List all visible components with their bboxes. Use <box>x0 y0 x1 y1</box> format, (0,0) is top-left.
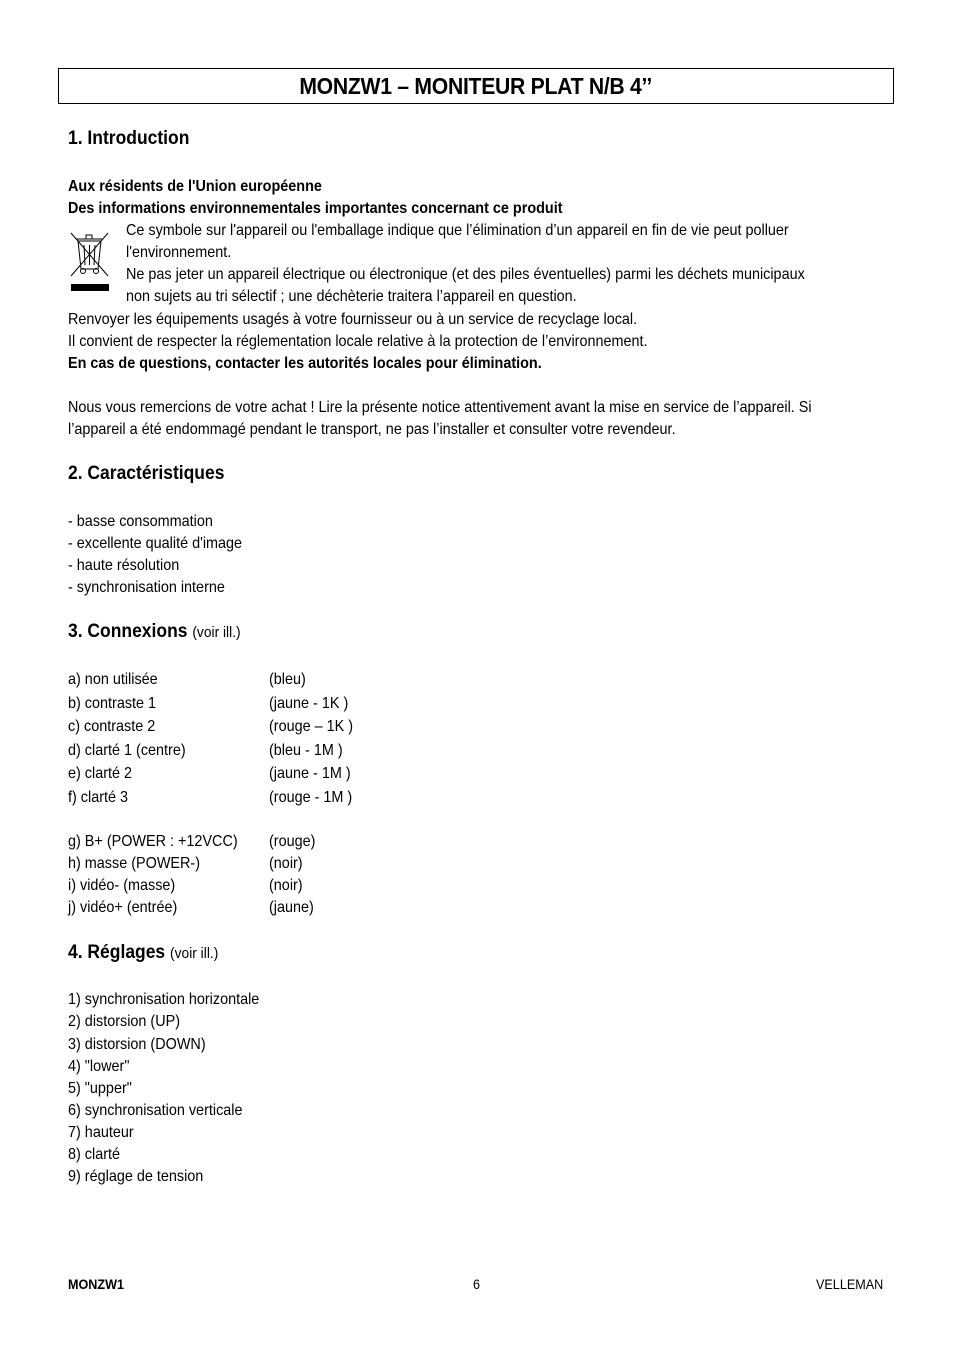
adjustments-heading-text: 4. Réglages <box>68 942 166 963</box>
section-heading-connections <box>68 621 241 643</box>
connection-label: h) masse (POWER-) <box>68 855 201 872</box>
connection-value: (noir) <box>269 877 303 894</box>
environment-info-heading: Des informations environnementales importantes concernant ce produit <box>68 200 563 217</box>
adjustment-item: 3) distorsion (DOWN) <box>68 1036 206 1053</box>
symbol-text-line-3: Ne pas jeter un appareil électrique ou électronique (et des piles éventuelles) parmi les déchets municipaux <box>126 266 805 283</box>
connections-heading-text: 3. Connexions <box>68 621 188 642</box>
adjustment-item: 9) réglage de tension <box>68 1168 204 1185</box>
connection-label: c) contraste 2 <box>68 718 156 735</box>
section-heading-introduction: 1. Introduction <box>68 128 190 149</box>
connection-label: g) B+ (POWER : +12VCC) <box>68 833 238 850</box>
connection-value: (bleu - 1M ) <box>269 742 343 759</box>
connection-value: (rouge – 1K ) <box>269 718 354 735</box>
adjustment-item: 4) "lower" <box>68 1058 130 1075</box>
connection-value: (jaune - 1K ) <box>269 695 349 712</box>
connection-label: f) clarté 3 <box>68 789 129 806</box>
connection-value: (rouge) <box>269 833 316 850</box>
adjustments-heading-note: (voir ill.) <box>170 945 219 962</box>
connections-heading-note: (voir ill.) <box>192 624 241 641</box>
eu-residents-heading: Aux résidents de l'Union européenne <box>68 178 322 195</box>
connection-value: (jaune - 1M ) <box>269 765 351 782</box>
connection-label: j) vidéo+ (entrée) <box>68 899 178 916</box>
title-box <box>58 68 894 104</box>
connection-value: (rouge - 1M ) <box>269 789 353 806</box>
adjustment-item: 6) synchronisation verticale <box>68 1102 243 1119</box>
connection-value: (bleu) <box>269 671 306 688</box>
symbol-text-line-1: Ce symbole sur l'appareil ou l'emballage indique que l’élimination d’un appareil en fin de vie peut polluer <box>126 222 789 239</box>
page-title: MONZW1 – MONITEUR PLAT N/B 4’’ <box>299 72 653 99</box>
footer-page-number: 6 <box>473 1276 481 1292</box>
adjustment-item: 2) distorsion (UP) <box>68 1013 181 1030</box>
adjustment-item: 7) hauteur <box>68 1124 134 1141</box>
feature-item: - synchronisation interne <box>68 579 225 596</box>
connection-label: i) vidéo- (masse) <box>68 877 176 894</box>
connection-label: d) clarté 1 (centre) <box>68 742 186 759</box>
footer-model: MONZW1 <box>68 1276 124 1292</box>
return-equipment-text: Renvoyer les équipements usagés à votre fournisseur ou à un service de recyclage local. <box>68 311 638 328</box>
symbol-text-line-2: l'environnement. <box>126 244 232 261</box>
regulation-text: Il convient de respecter la réglementation locale relative à la protection de l’environnement. <box>68 333 648 350</box>
connection-label: b) contraste 1 <box>68 695 157 712</box>
connection-value: (jaune) <box>269 899 314 916</box>
adjustment-item: 5) "upper" <box>68 1080 132 1097</box>
crossed-out-wheelie-bin-icon <box>68 229 112 295</box>
symbol-text-line-4: non sujets au tri sélectif ; une déchèterie traitera l’appareil en question. <box>126 288 577 305</box>
thanks-text-line-1: Nous vous remercions de votre achat ! Lire la présente notice attentivement avant la mise en service de l’appareil. Si <box>68 399 812 416</box>
section-heading-adjustments <box>68 942 218 964</box>
feature-item: - haute résolution <box>68 557 180 574</box>
connection-label: e) clarté 2 <box>68 765 133 782</box>
connection-label: a) non utilisée <box>68 671 158 688</box>
questions-text: En cas de questions, contacter les autorités locales pour élimination. <box>68 355 542 372</box>
feature-item: - basse consommation <box>68 513 213 530</box>
connection-value: (noir) <box>269 855 303 872</box>
footer-brand: VELLEMAN <box>816 1276 884 1292</box>
thanks-text-line-2: l’appareil a été endommagé pendant le transport, ne pas l’installer et consulter votre revendeur. <box>68 421 676 438</box>
feature-item: - excellente qualité d'image <box>68 535 243 552</box>
adjustment-item: 8) clarté <box>68 1146 121 1163</box>
adjustment-item: 1) synchronisation horizontale <box>68 991 260 1008</box>
section-heading-features: 2. Caractéristiques <box>68 463 225 484</box>
